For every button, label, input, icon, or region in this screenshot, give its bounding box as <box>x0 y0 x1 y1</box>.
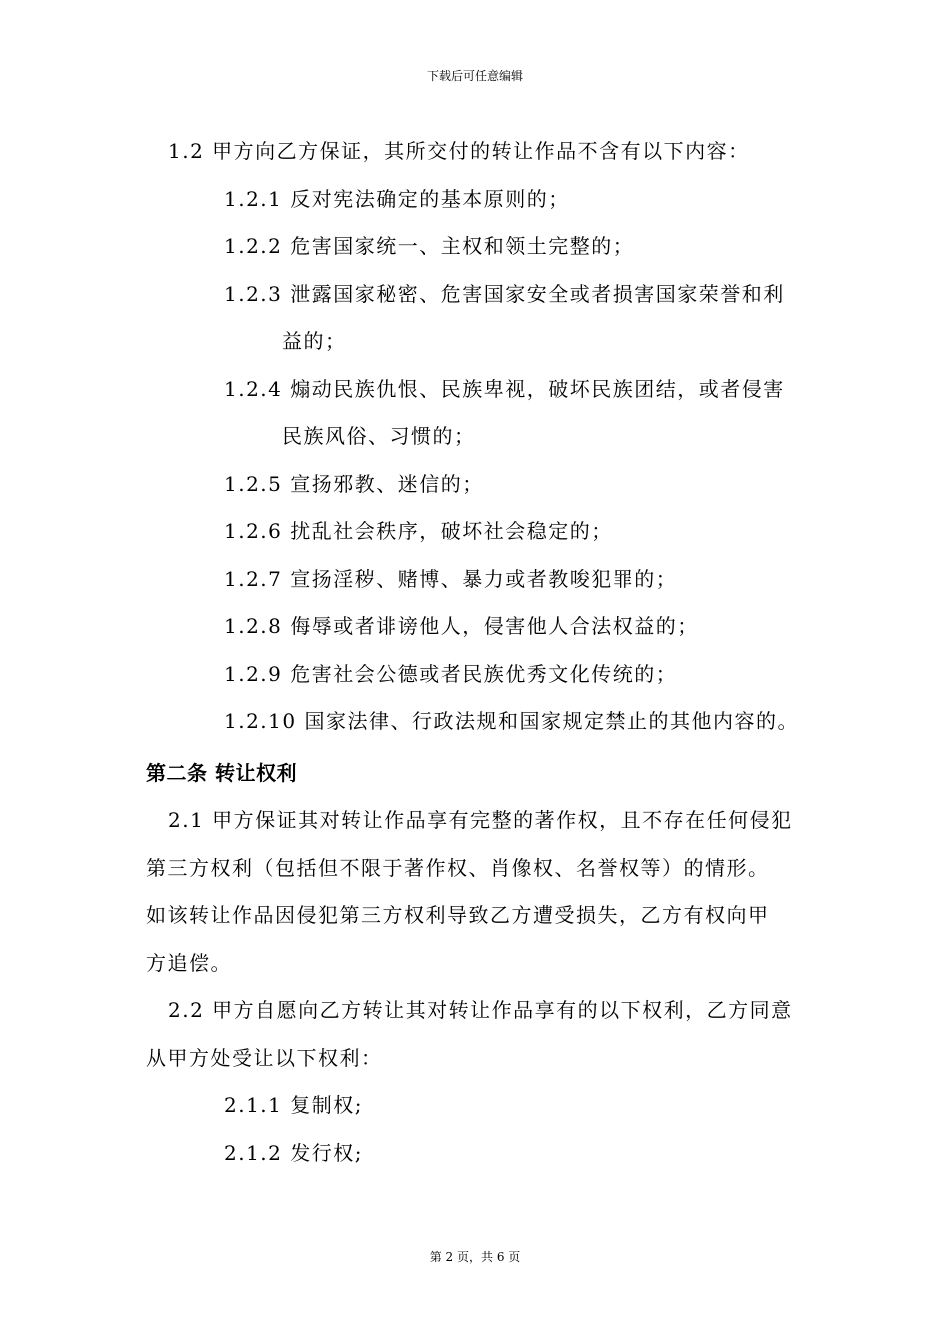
clause-1-2-7: 1.2.7 宣扬淫秽、赌博、暴力或者教唆犯罪的； <box>224 566 678 591</box>
clause-1-2-8: 1.2.8 侮辱或者诽谤他人，侵害他人合法权益的； <box>224 614 699 638</box>
clause-2-1-2: 2.1.2 发行权; <box>224 1140 363 1165</box>
clause-2-2-cont: 从甲方处受让以下权利： <box>146 1045 383 1070</box>
clause-2-2: 2.2 甲方自愿向乙方转让其对转让作品享有的以下权利，乙方同意 <box>168 998 793 1022</box>
clause-2-1-cont-3: 方追偿。 <box>146 950 232 975</box>
clause-1-2-6: 1.2.6 扰乱社会秩序，破坏社会稳定的； <box>224 519 613 543</box>
clause-1-2-3: 1.2.3 泄露国家秘密、危害国家安全或者损害国家荣誉和利 <box>224 281 785 306</box>
clause-1-2-3-cont: 益的； <box>282 329 347 353</box>
clause-2-1-cont-1: 第三方权利（包括但不限于著作权、肖像权、名誉权等）的情形。 <box>146 855 770 880</box>
clause-1-2-4: 1.2.4 煽动民族仇恨、民族卑视，破坏民族团结，或者侵害 <box>224 376 785 401</box>
clause-1-2-4-cont: 民族风俗、习惯的； <box>282 424 476 448</box>
clause-1-2-5: 1.2.5 宣扬邪教、迷信的； <box>224 471 484 496</box>
page-footer: 第 2 页，共 6 页 <box>429 1250 521 1264</box>
clause-1-2-9: 1.2.9 危害社会公德或者民族优秀文化传统的； <box>224 661 678 686</box>
section-heading-article-2: 第二条 转让权利 <box>146 760 297 785</box>
clause-1-2-1: 1.2.1 反对宪法确定的基本原则的； <box>224 186 570 211</box>
clause-1-2-10: 1.2.10 国家法律、行政法规和国家规定禁止的其他内容的。 <box>224 709 799 733</box>
clause-1-2: 1.2 甲方向乙方保证，其所交付的转让作品不含有以下内容： <box>168 139 750 163</box>
clause-2-1-1: 2.1.1 复制权; <box>224 1093 363 1117</box>
clause-2-1: 2.1 甲方保证其对转让作品享有完整的著作权，且不存在任何侵犯 <box>168 808 793 832</box>
clause-2-1-cont-2: 如该转让作品因侵犯第三方权利导致乙方遭受损失，乙方有权向甲 <box>146 903 770 927</box>
clause-1-2-2: 1.2.2 危害国家统一、主权和领土完整的； <box>224 234 635 258</box>
document-body <box>146 128 806 1177</box>
page-header: 下载后可任意编辑 <box>426 69 523 83</box>
